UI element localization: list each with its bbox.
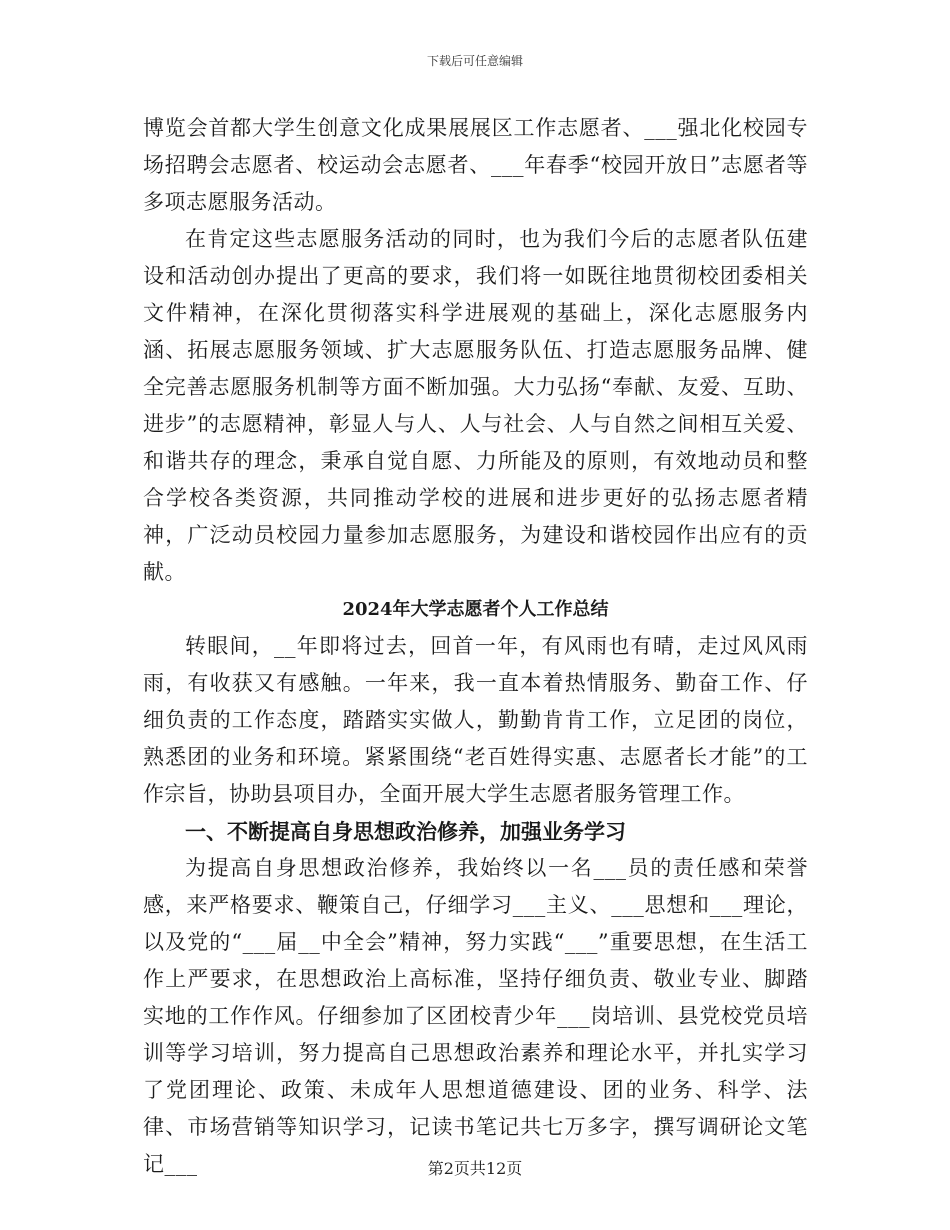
page-footer: 第2页共12页 <box>427 1159 523 1178</box>
paragraph-intro: 转眼间，__年即将过去，回首一年，有风雨也有晴，走过风风雨雨，有收获又有感触。一年来，我一直本着热情服务、勤奋工作、仔细负责的工作态度，踏踏实实做人，勤勤肯肯工作，立足团的岗位，熟悉团的业务和环境。紧紧围绕“老百姓得实惠、志愿者长才能”的工作宗旨，协助县项目办，全面开展大学生志愿者服务管理工作。 <box>143 634 808 806</box>
paragraph-commitment: 在肯定这些志愿服务活动的同时，也为我们今后的志愿者队伍建设和活动创办提出了更高的要求，我们将一如既往地贯彻校团委相关文件精神，在深化贯彻落实科学进展观的基础上，深化志愿服务内涵、拓展志愿服务领域、扩大志愿服务队伍、打造志愿服务品牌、健全完善志愿服务机制等方面不断加强。大力弘扬“奉献、友爱、互助、进步”的志愿精神，彰显人与人、人与社会、人与自然之间相互关爱、和谐共存的理念，秉承自觉自愿、力所能及的原则，有效地动员和整合学校各类资源，共同推动学校的进展和进步更好的弘扬志愿者精神，广泛动员校园力量参加志愿服务，为建设和谐校园作出应有的贡献。 <box>143 227 808 584</box>
paragraph-study: 为提高自身思想政治修养，我始终以一名___员的责任感和荣誉感，来严格要求、鞭策自己，仔细学习___主义、___思想和___理论，以及党的“___届__中全会”精神，努力实践“___”重要思想，在生活工作上严要求，在思想政治上高标准，坚持仔细负责、敬业专业、脚踏实地的工作作风。仔细参加了区团校青少年___岗培训、县党校党员培训等学习培训，努力提高自己思想政治素养和理论水平，并扎实学习了党团理论、政策、未成年人思想道德建设、团的业务、科学、法律、市场营销等知识学习，记读书笔记共七万多字，撰写调研论文笔记___ <box>143 856 808 1176</box>
page-header: 下载后可任意编辑 <box>426 54 523 68</box>
paragraph-continued: 博览会首都大学生创意文化成果展展区工作志愿者、___强北化校园专场招聘会志愿者、校运动会志愿者、___年春季“校园开放日”志愿者等多项志愿服务活动。 <box>143 116 808 214</box>
section-title: 2024年大学志愿者个人工作总结 <box>342 599 609 620</box>
section-heading-1: 一、不断提高自身思想政治修养，加强业务学习 <box>185 819 626 844</box>
document-body <box>143 110 808 1183</box>
